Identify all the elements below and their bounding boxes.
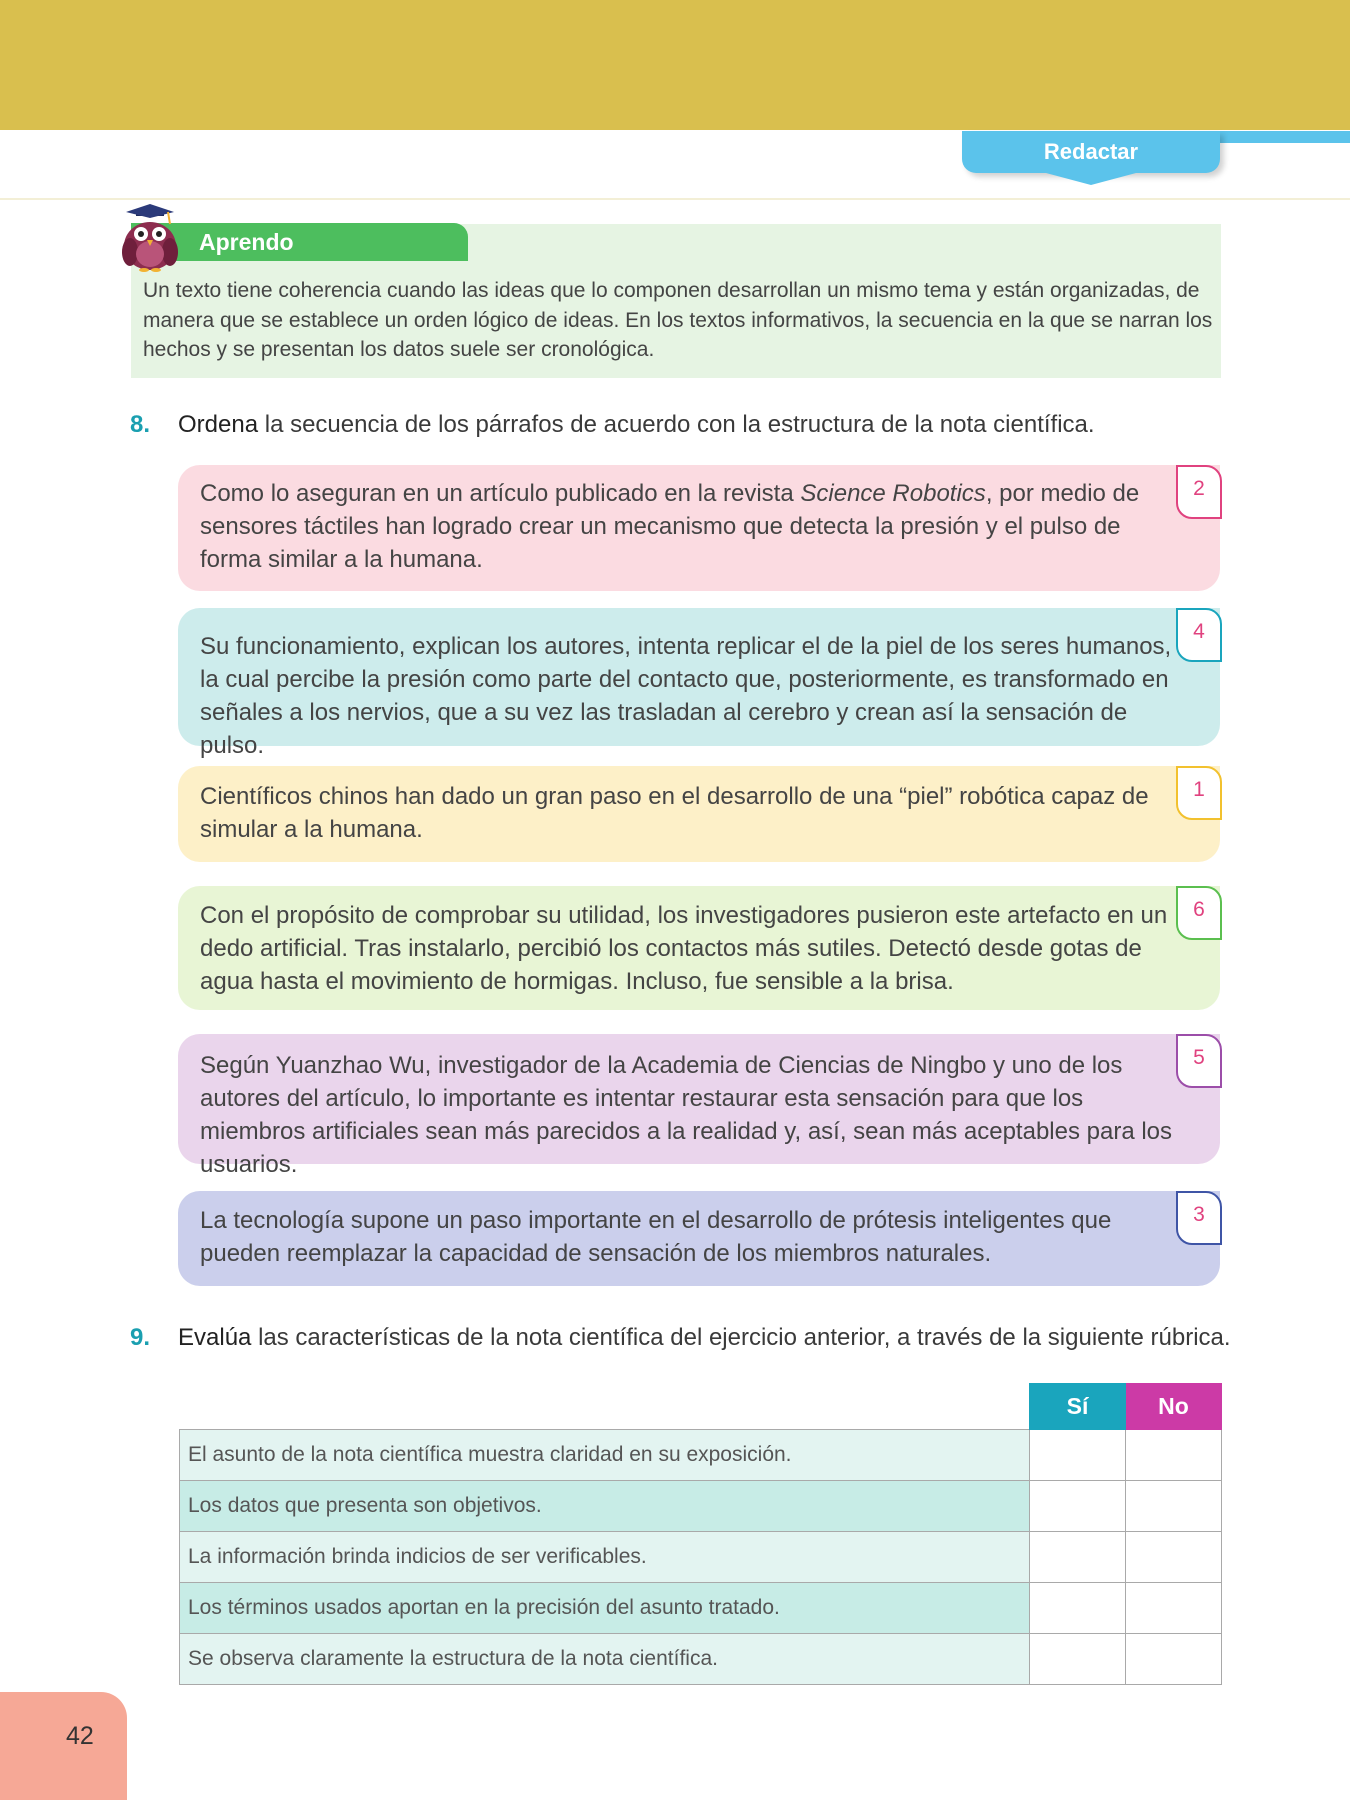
aprendo-title: Aprendo (199, 228, 294, 255)
rubric-no-cell[interactable] (1126, 1481, 1222, 1532)
rubric-row (180, 1583, 1222, 1634)
exercise-9-verb: Evalúa (178, 1324, 252, 1351)
paragraph-card (178, 465, 1220, 591)
paragraph-card (178, 766, 1220, 862)
aprendo-text: Un texto tiene coherencia cuando las ideas que lo componen desarrollan un mismo tema y están organizadas, de manera que se establece un orden lógico de ideas. En los textos informativos, la secuencia en la que se narran los hechos y se presentan los datos suele ser cronológica. (143, 279, 1213, 361)
rubric-criterion: Los datos que presenta son objetivos. (180, 1481, 1030, 1532)
order-number-box[interactable]: 1 (1176, 766, 1222, 820)
exercise-8-verb: Ordena (178, 411, 259, 438)
rubric-si-cell[interactable] (1030, 1481, 1126, 1532)
rubric-no-cell[interactable] (1126, 1532, 1222, 1583)
paragraph-text-part: Como lo aseguran en un artículo publicado en la revista (200, 480, 801, 507)
page-number: 42 (66, 1722, 94, 1750)
header-divider (0, 198, 1350, 200)
top-color-band (0, 0, 1350, 130)
paragraph-card (178, 1191, 1220, 1286)
rubric-header-si: Sí (1030, 1384, 1126, 1430)
owl-graduate-icon (116, 202, 184, 272)
paragraph-card (178, 886, 1220, 1010)
rubric-no-cell[interactable] (1126, 1583, 1222, 1634)
rubric-table (179, 1383, 1222, 1685)
exercise-8-instruction: la secuencia de los párrafos de acuerdo con la estructura de la nota científica. (264, 411, 1095, 438)
rubric-no-cell[interactable] (1126, 1430, 1222, 1481)
rubric-header-no: No (1126, 1384, 1222, 1430)
rubric-criterion: El asunto de la nota científica muestra claridad en su exposición. (180, 1430, 1030, 1481)
rubric-header-row (180, 1384, 1222, 1430)
rubric-row (180, 1481, 1222, 1532)
section-tab-label: Redactar (1043, 139, 1139, 164)
paragraph-text: Científicos chinos han dado un gran paso en el desarrollo de una “piel” robótica capaz de simular a la humana. (200, 783, 1149, 843)
rubric-criterion: Se observa claramente la estructura de la nota científica. (180, 1634, 1030, 1685)
rubric-si-cell[interactable] (1030, 1634, 1126, 1685)
rubric-row (180, 1430, 1222, 1481)
rubric-si-cell[interactable] (1030, 1532, 1126, 1583)
rubric-si-cell[interactable] (1030, 1583, 1126, 1634)
section-tab-redactar (962, 131, 1220, 173)
order-number-box[interactable]: 4 (1176, 608, 1222, 662)
rubric-criterion: Los términos usados aportan en la precisión del asunto tratado. (180, 1583, 1030, 1634)
rubric-criterion: La información brinda indicios de ser verificables. (180, 1532, 1030, 1583)
section-tab-strip (1200, 131, 1350, 143)
rubric-header-blank (180, 1384, 1030, 1430)
rubric-no-cell[interactable] (1126, 1634, 1222, 1685)
paragraph-card (178, 1034, 1220, 1178)
order-number-box[interactable]: 2 (1176, 465, 1222, 519)
paragraph-text: Con el propósito de comprobar su utilidad, los investigadores pusieron este artefacto en un dedo artificial. Tras instalarlo, percibió los contactos más sutiles. Detectó desde gotas de agua hasta el movimiento de hormigas. Incluso, fue sensible a la brisa. (200, 902, 1168, 995)
rubric-si-cell[interactable] (1030, 1430, 1126, 1481)
paragraph-text (200, 477, 1180, 576)
rubric-row (180, 1532, 1222, 1583)
rubric-row (180, 1634, 1222, 1685)
paragraph-card (178, 608, 1220, 759)
paragraph-text: La tecnología supone un paso importante en el desarrollo de prótesis inteligentes que pueden reemplazar la capacidad de sensación de los miembros naturales. (200, 1207, 1112, 1267)
paragraph-text-part: , por medio de sensores táctiles han logrado crear un mecanismo que detecta la presión y el pulso de forma similar a la humana. (200, 480, 1140, 573)
exercise-8-number: 8. (130, 411, 151, 438)
order-number-box[interactable]: 6 (1176, 886, 1222, 940)
order-number-box[interactable]: 3 (1176, 1191, 1222, 1245)
order-number-box[interactable]: 5 (1176, 1034, 1222, 1088)
exercise-8-prompt (130, 411, 1095, 439)
exercise-9-prompt (130, 1324, 1231, 1352)
paragraph-text: Su funcionamiento, explican los autores, intenta replicar el de la piel de los seres humanos, la cual percibe la presión como parte del contacto que, posteriormente, es transformado en señales a los nervios, que a su vez las trasladan al cerebro y crean así la sensación de pulso. (200, 633, 1172, 759)
exercise-9-instruction: las características de la nota científica del ejercicio anterior, a través de la siguiente rúbrica. (258, 1324, 1231, 1351)
journal-title: Science Robotics (800, 480, 986, 507)
paragraph-text: Según Yuanzhao Wu, investigador de la Academia de Ciencias de Ningbo y uno de los autores del artículo, lo importante es intentar restaurar esta sensación para que los miembros artificiales sean más parecidos a la realidad y, así, sean más aceptables para los usuarios. (200, 1052, 1173, 1178)
page-number-badge (0, 1692, 127, 1800)
exercise-9-number: 9. (130, 1324, 151, 1351)
